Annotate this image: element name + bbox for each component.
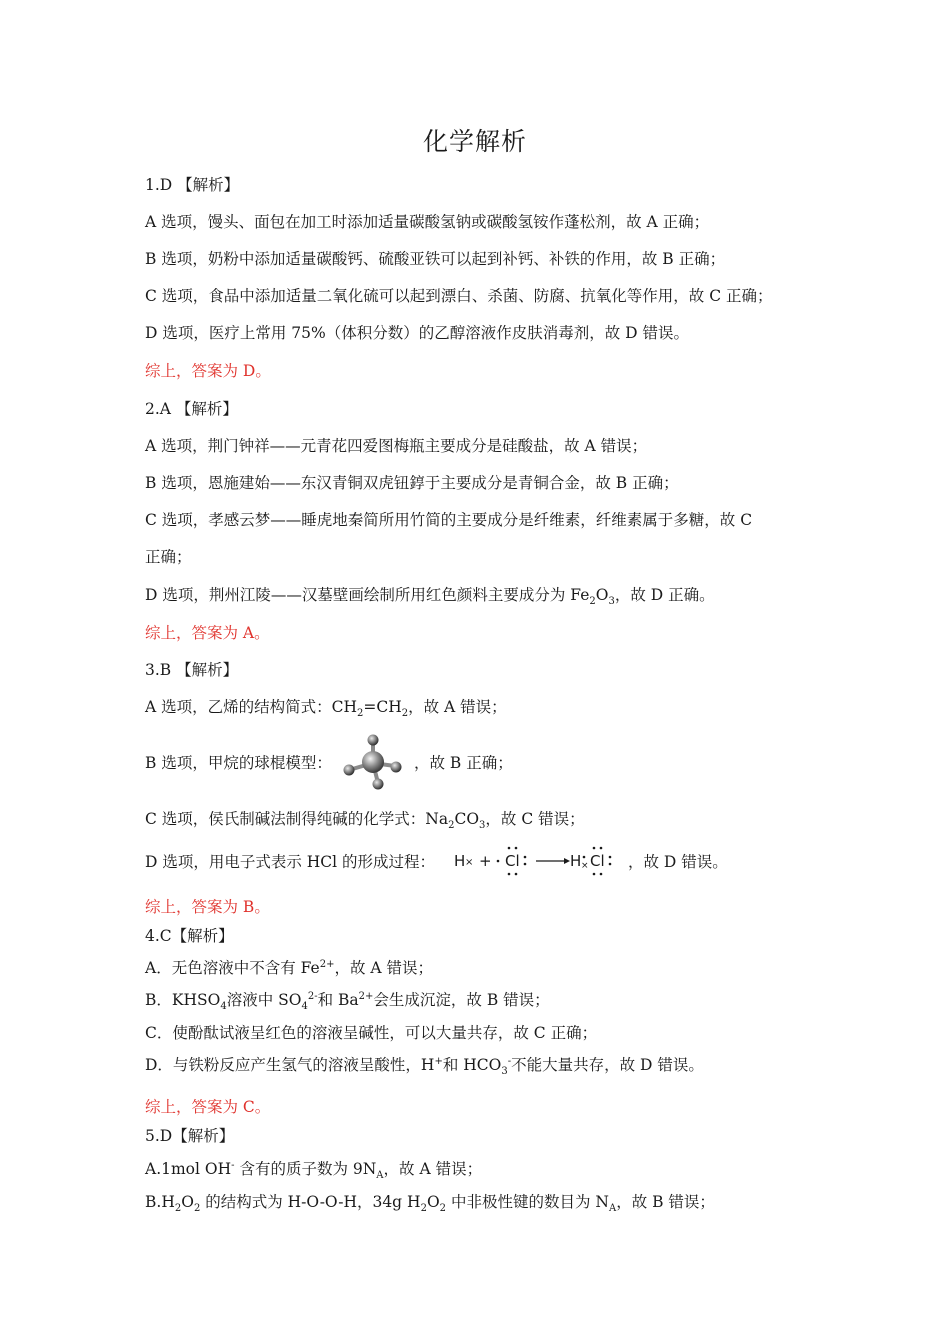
hcl-electron-formula [452,843,628,879]
q2-option-c-line1: C 选项，孝感云梦——睡虎地秦简所用竹简的主要成分是纤维素，纤维素属于多糖，故 C [145,511,753,529]
eq-h-left: H [454,852,466,870]
q4-option-c: C．使酚酞试液呈红色的溶液呈碱性，可以大量共存，故 C 正确； [145,1024,598,1042]
svg-text:×: × [581,861,589,871]
q1-conclusion: 综上，答案为 D。 [145,362,271,380]
q3-option-a: A 选项，乙烯的结构简式：$CH_2=CH_2$，故 A 错误； [145,698,507,720]
eq-cl-left: Cl [505,852,520,870]
eq-h-right: H [570,852,582,870]
q1-header: 1.D 【解析】 [145,176,240,194]
q4-conclusion: 综上，答案为 C。 [145,1098,271,1116]
q5-option-b: $B.H_2O_2$ 的结构式为 H-O-O-H，34g $H_2O_2$ 中非极性键的数目为 $N_A$，故 B 错误； [145,1193,715,1215]
q3-option-d: D 选项，用电子式表示 HCl 的形成过程： [145,853,436,871]
q3-option-c: C 选项，侯氏制碱法制得纯碱的化学式：$Na_2CO_3$，故 C 错误； [145,810,585,832]
q2-option-c-line2: 正确； [145,548,192,566]
q2-header: 2.A 【解析】 [145,400,238,418]
svg-text:×: × [465,857,474,868]
q1-option-c: C 选项，食品中添加适量二氧化硫可以起到漂白、杀菌、防腐、抗氧化等作用，故 C 正确； [145,287,773,305]
eq-plus: + [479,852,492,870]
methane-ball-stick-model [340,733,412,791]
q2-option-b: B 选项，恩施建始——东汉青铜双虎钮錞于主要成分是青铜合金，故 B 正确； [145,474,679,492]
q3-option-b: B 选项，甲烷的球棍模型： [145,754,332,772]
q5-option-a: A.1mol OH- 含有的质子数为 $9N_A$，故 A 错误； [145,1159,483,1182]
q4-option-b: B．$KHSO_4$溶液中 $SO_4^{2-}$和 $Ba^{2+}$会生成沉淀，故 B 错误； [145,990,550,1013]
q3-option-d-tail: ，故 D 错误。 [628,853,728,871]
q3-conclusion: 综上，答案为 B。 [145,898,270,916]
q4-option-d: D．与铁粉反应产生氢气的溶液呈酸性，H+和 $HCO_3^-$不能大量共存，故 D 错误。 [145,1055,704,1078]
eq-cl-right: Cl [590,852,605,870]
q3-option-b-tail: ，故 B 正确； [414,754,513,772]
q2-option-a: A 选项，荆门钟祥——元青花四爱图梅瓶主要成分是硅酸盐，故 A 错误； [145,437,648,455]
q1-option-a: A 选项，馒头、面包在加工时添加适量碳酸氢钠或碳酸氢铵作蓬松剂，故 A 正确； [145,213,710,231]
q4-header: 4.C【解析】 [145,927,234,945]
q2-conclusion: 综上，答案为 A。 [145,624,270,642]
page-title: 化学解析 [422,127,527,156]
q1-option-d: D 选项，医疗上常用 75%（体积分数）的乙醇溶液作皮肤消毒剂，故 D 错误。 [145,324,690,342]
q1-option-b: B 选项，奶粉中添加适量碳酸钙、硫酸亚铁可以起到补钙、补铁的作用，故 B 正确； [145,250,726,268]
q5-header: 5.D【解析】 [145,1127,235,1145]
q2-option-d: D 选项，荆州江陵——汉墓壁画绘制所用红色颜料主要成分为 $Fe_2O_3$，故 D 正确。 [145,586,715,608]
q3-header: 3.B 【解析】 [145,661,239,679]
q4-option-a: A．无色溶液中不含有 $Fe^{2+}$，故 A 错误； [145,958,434,977]
